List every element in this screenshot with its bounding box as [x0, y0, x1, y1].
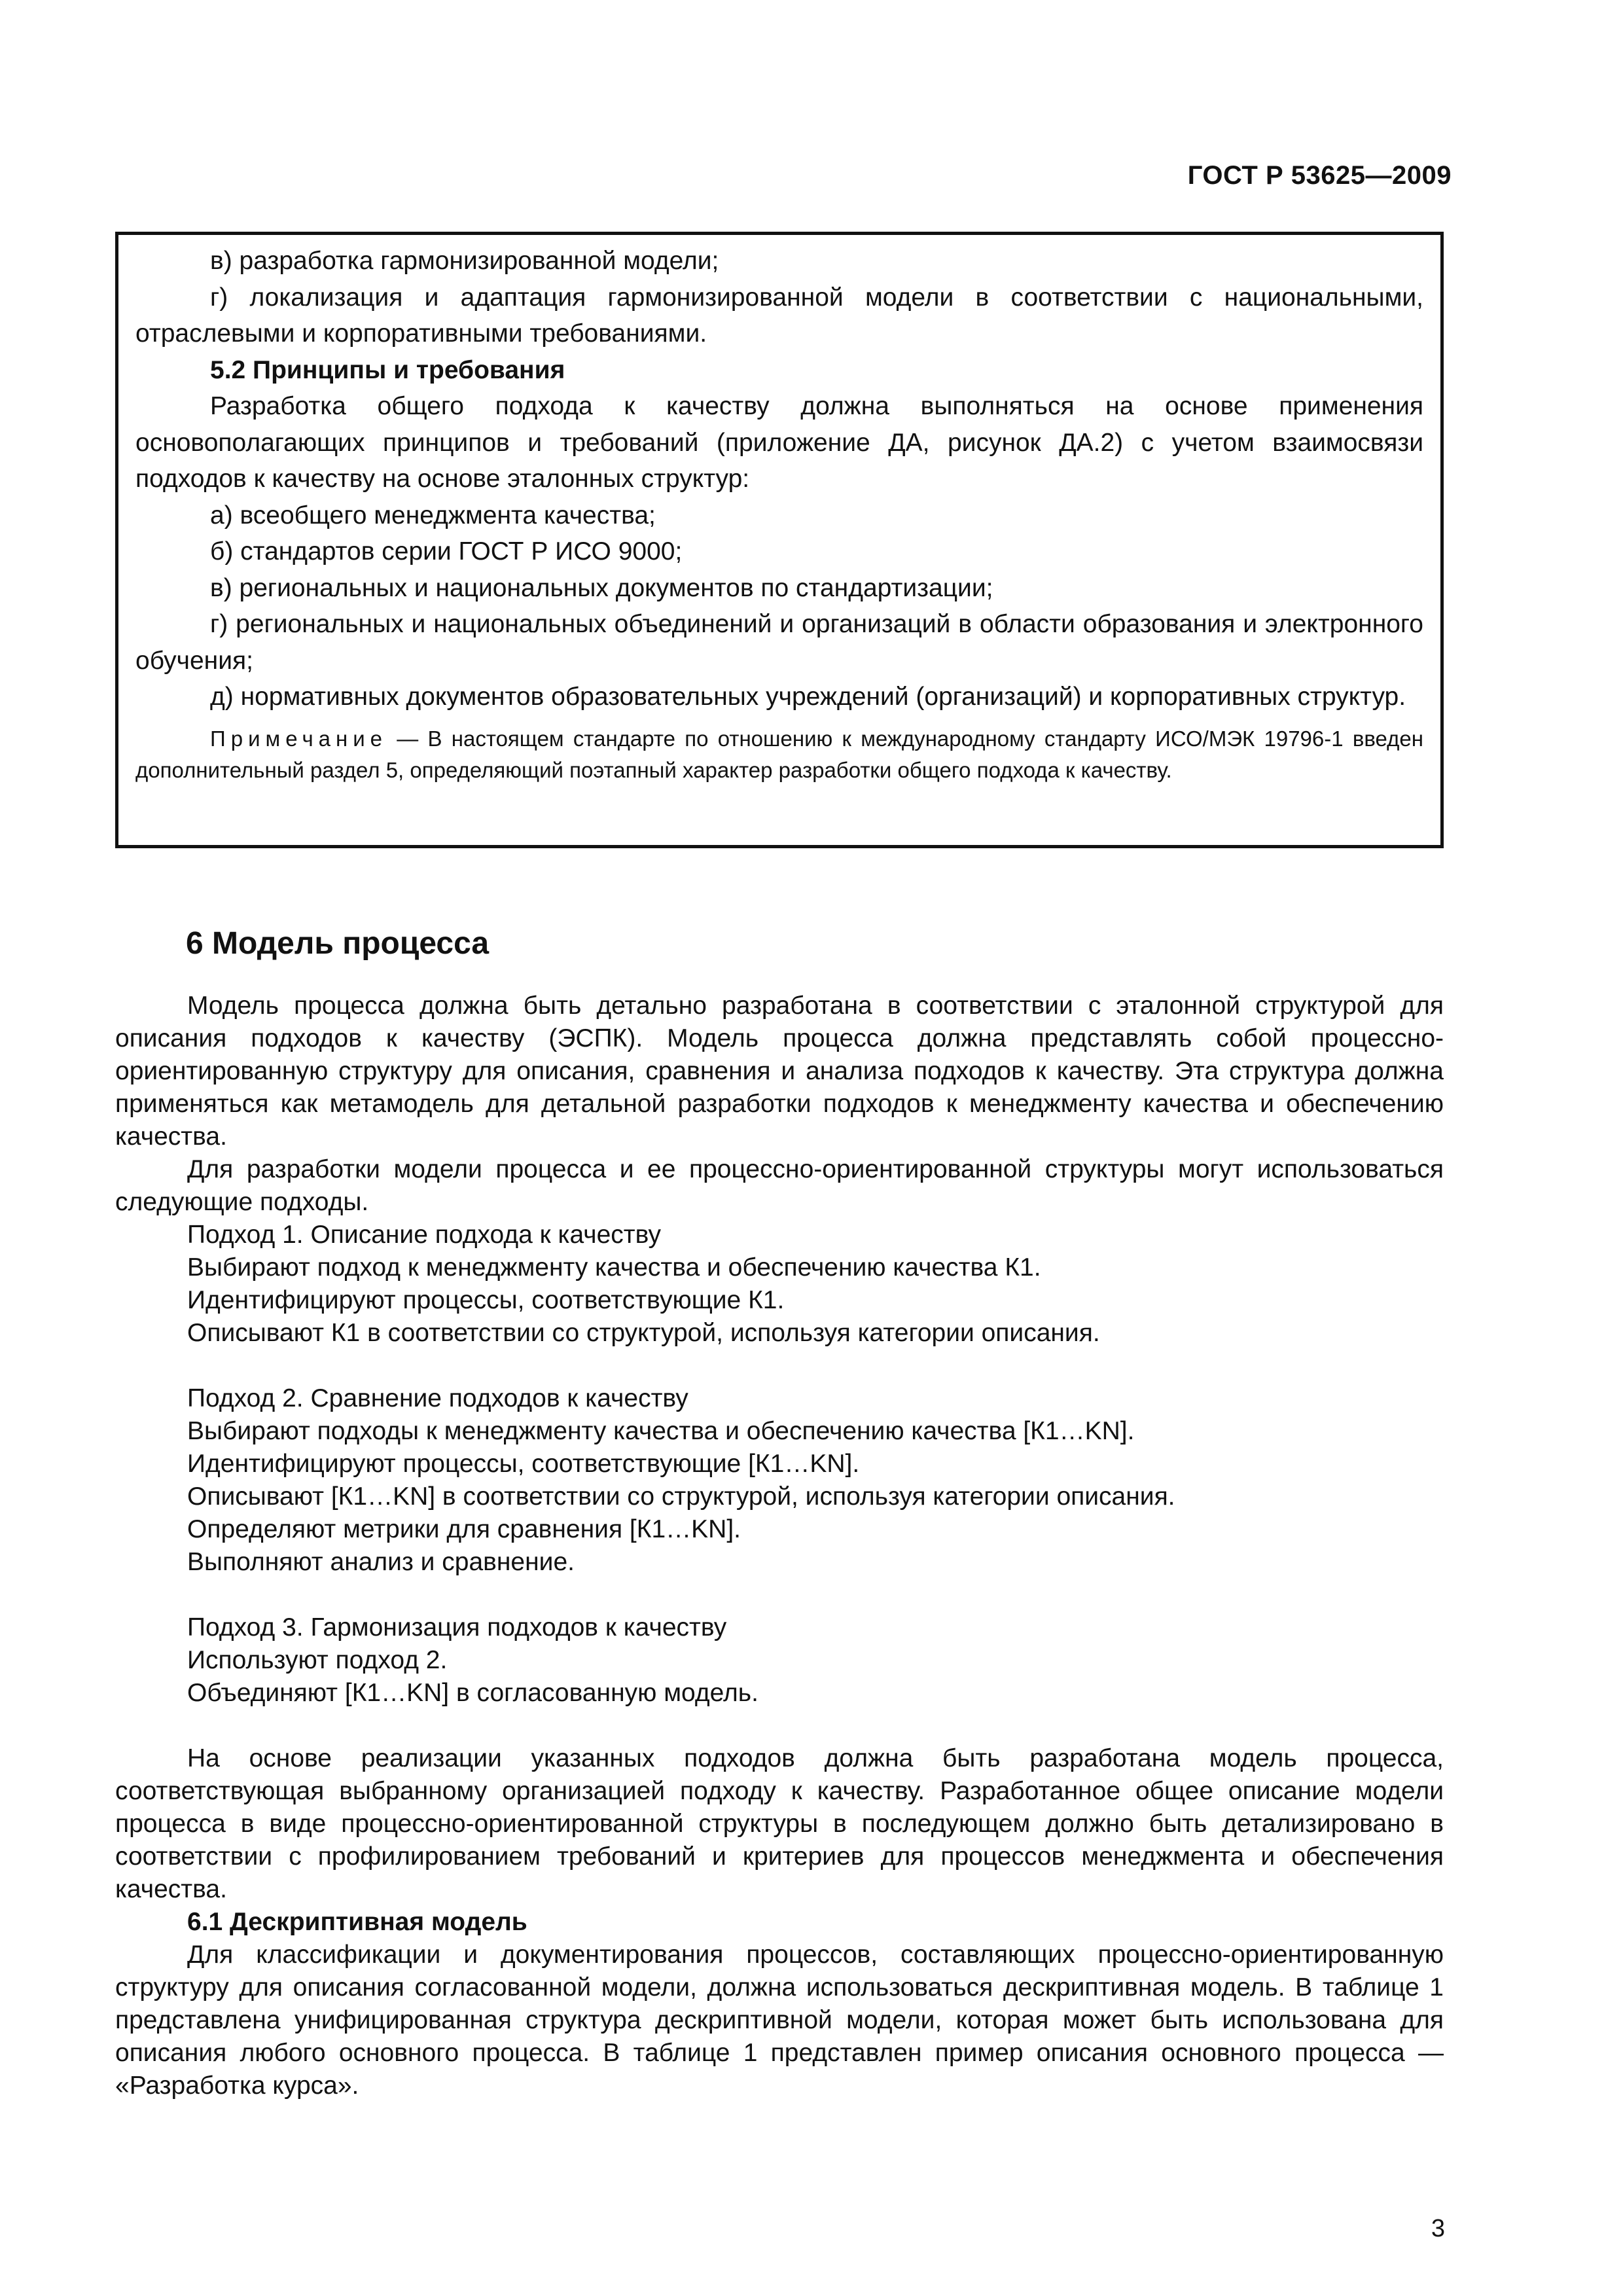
spacer	[115, 1350, 1444, 1382]
approach-step: Определяют метрики для сравнения [К1…KN].	[187, 1515, 741, 1543]
paragraph: На основе реализации указанных подходов должна быть разработана модель процесса, соответствующая выбранному организацией подходу к качеству. Разработанное общее описание модели процесса в виде процессно-ориентированной структуры в последующем должно быть детализировано в соответствии с профилированием требований и критериев для процессов менеджмента и обеспечения качества.	[115, 1744, 1444, 1903]
approach-step: Описывают К1 в соответствии со структурой, используя категории описания.	[187, 1319, 1100, 1347]
approach-2-title: Подход 2. Сравнение подходов к качеству	[187, 1384, 688, 1412]
list-item: г) региональных и национальных объединений и организаций в области образования и электронного обучения;	[135, 610, 1423, 675]
approach-step: Идентифицируют процессы, соответствующие К1.	[187, 1286, 785, 1314]
paragraph: Для разработки модели процесса и ее процессно-ориентированной структуры могут использоваться следующие подходы.	[115, 1155, 1444, 1216]
subsection-heading-6-1: 6.1 Дескриптивная модель	[187, 1908, 527, 1936]
document-code-header: ГОСТ Р 53625—2009	[1187, 161, 1452, 190]
list-item: б) стандартов серии ГОСТ Р ИСО 9000;	[210, 537, 683, 565]
framed-text-block	[115, 232, 1444, 848]
approach-step: Идентифицируют процессы, соответствующие [К1…KN].	[187, 1450, 860, 1478]
section-heading-6: 6 Модель процесса	[186, 926, 490, 961]
spacer	[115, 1579, 1444, 1611]
page-number: 3	[1431, 2215, 1445, 2242]
list-item: а) всеобщего менеджмента качества;	[210, 501, 656, 529]
spacer	[115, 1710, 1444, 1742]
paragraph: Для классификации и документирования процессов, составляющих процессно-ориентированную структуру для описания согласованной модели, должна использоваться дескриптивная модель. В таблице 1 представлена унифицированная структура дескриптивной модели, которая может быть использована для описания любого основного процесса. В таблице 1 представлен пример описания основного процесса — «Разработка курса».	[115, 1941, 1444, 2100]
note	[135, 723, 1423, 786]
note-text: — В настоящем стандарте по отношению к международному стандарту ИСО/МЭК 19796-1 введен дополнительный раздел 5, определяющий поэтапный характер разработки общего подхода к качеству.	[135, 726, 1423, 782]
approach-step: Выбирают подходы к менеджменту качества и обеспечению качества [К1…KN].	[187, 1417, 1135, 1445]
note-label: Примечание	[210, 726, 388, 751]
subsection-heading-5-2: 5.2 Принципы и требования	[210, 355, 565, 384]
approach-step: Описывают [К1…KN] в соответствии со структурой, используя категории описания.	[187, 1482, 1175, 1511]
list-item: в) разработка гармонизированной модели;	[210, 247, 719, 275]
approach-3-title: Подход 3. Гармонизация подходов к качеству	[187, 1613, 727, 1641]
list-item: в) региональных и национальных документов по стандартизации;	[210, 573, 993, 602]
paragraph: Разработка общего подхода к качеству должна выполняться на основе применения основополагающих принципов и требований (приложение ДА, рисунок ДА.2) с учетом взаимосвязи подходов к качеству на основе эталонных структур:	[135, 392, 1423, 493]
approach-1-title: Подход 1. Описание подхода к качеству	[187, 1221, 662, 1249]
paragraph: Модель процесса должна быть детально разработана в соответствии с эталонной структурой для описания подходов к качеству (ЭСПК). Модель процесса должна представлять собой процессно-ориентированную структуру для описания, сравнения и анализа подходов к качеству. Эта структура должна применяться как метамодель для детальной разработки подходов к менеджменту качества и обеспечению качества.	[115, 992, 1444, 1151]
approach-step: Объединяют [К1…KN] в согласованную модель.	[187, 1679, 758, 1707]
section-6-body	[115, 990, 1444, 2102]
list-item: г) локализация и адаптация гармонизированной модели в соответствии с национальными, отраслевыми и корпоративными требованиями.	[135, 283, 1423, 348]
approach-step: Используют подход 2.	[187, 1646, 448, 1674]
list-item: д) нормативных документов образовательных учреждений (организаций) и корпоративных структур.	[210, 683, 1406, 711]
approach-step: Выбирают подход к менеджменту качества и обеспечению качества К1.	[187, 1253, 1041, 1282]
approach-step: Выполняют анализ и сравнение.	[187, 1548, 575, 1576]
